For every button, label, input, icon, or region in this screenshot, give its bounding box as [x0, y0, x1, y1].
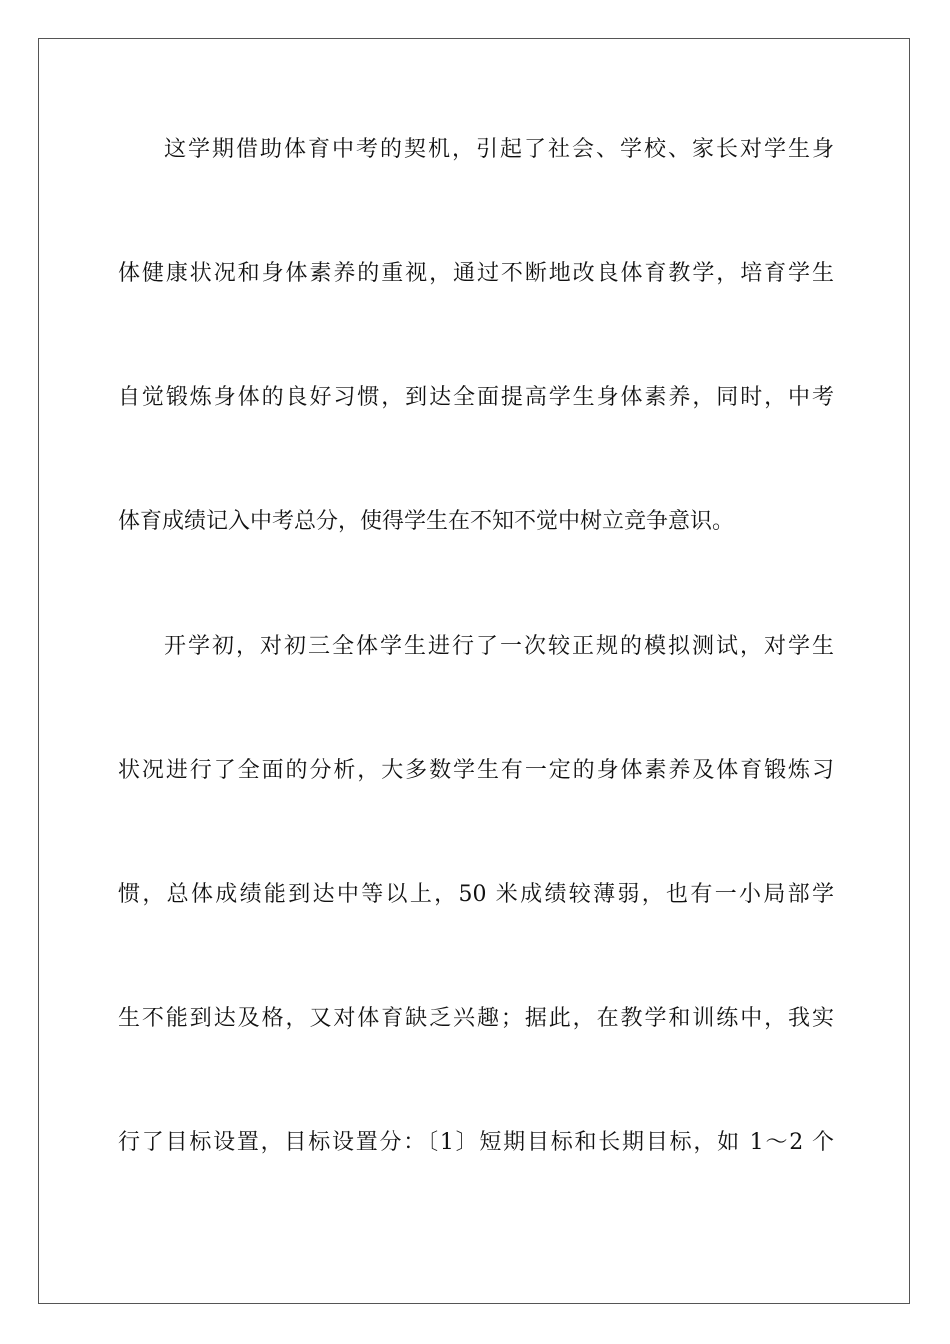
paragraph-1-line-2: 体健康状况和身体素养的重视，通过不断地改良体育教学，培育学生	[118, 261, 834, 286]
paragraph-2-line-1: 开学初，对初三全体学生进行了一次较正规的模拟测试，对学生	[164, 634, 834, 659]
paragraph-2-line-2: 状况进行了全面的分析，大多数学生有一定的身体素养及体育锻炼习	[118, 758, 834, 783]
paragraph-2-line-5: 行了目标设置，目标设置分：〔1〕短期目标和长期目标，如 1～2 个	[118, 1130, 834, 1155]
paragraph-1-line-4: 体育成绩记入中考总分，使得学生在不知不觉中树立竞争意识。	[118, 509, 735, 534]
paragraph-2-line-3: 惯，总体成绩能到达中等以上，50 米成绩较薄弱，也有一小局部学	[118, 882, 834, 907]
page-border	[38, 38, 910, 1304]
paragraph-1-line-3: 自觉锻炼身体的良好习惯，到达全面提高学生身体素养，同时，中考	[118, 385, 834, 410]
paragraph-1-line-1: 这学期借助体育中考的契机，引起了社会、学校、家长对学生身	[164, 137, 834, 162]
paragraph-2-line-4: 生不能到达及格，又对体育缺乏兴趣；据此，在教学和训练中，我实	[118, 1006, 834, 1031]
